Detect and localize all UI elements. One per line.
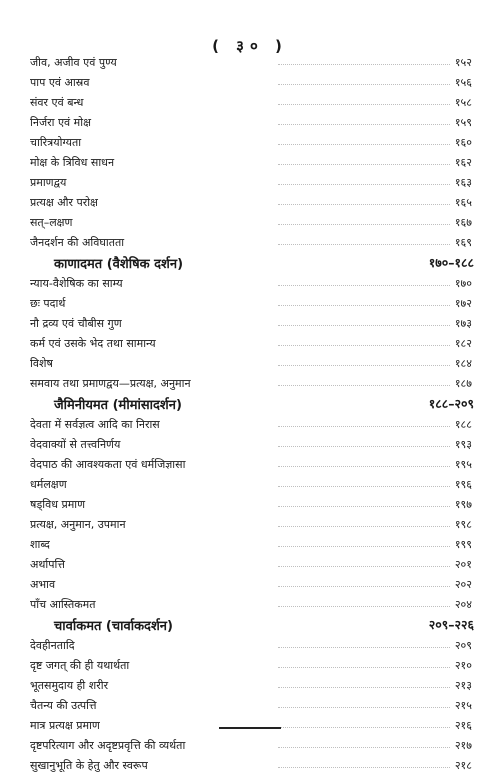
toc-entry — [28, 715, 474, 735]
toc-entry-page: १८७ — [451, 376, 474, 391]
toc-entry-title: न्याय-वैशेषिक का साम्य — [28, 276, 127, 291]
toc-entry — [28, 72, 474, 92]
toc-entry-title: प्रत्यक्ष, अनुमान, उपमान — [28, 517, 130, 532]
toc-entry — [28, 232, 474, 252]
toc-entry-page: १७२ — [451, 296, 474, 311]
toc-entry-title: जीव, अजीव एवं पुण्य — [28, 55, 121, 70]
toc-entry-page: १८२ — [451, 336, 474, 351]
toc-entry — [28, 655, 474, 675]
toc-entry — [28, 92, 474, 112]
toc-entry-page: १५२ — [451, 55, 474, 70]
toc-entry-title: षड्विध प्रमाण — [28, 497, 89, 512]
toc-entry-page: १८४ — [451, 356, 474, 371]
toc-entry-page: १९९ — [451, 537, 474, 552]
toc-entry-page: १६३ — [451, 175, 474, 190]
toc-entry — [28, 755, 474, 775]
toc-entry-page: २१० — [451, 658, 474, 673]
toc-entry-page: १९७ — [451, 497, 474, 512]
toc-entry-title: दृष्ट जगत् की ही यथार्थता — [28, 658, 133, 673]
toc-entry-page: १७३ — [451, 316, 474, 331]
toc-entry-title: नौ द्रव्य एवं चौबीस गुण — [28, 316, 126, 331]
toc-entry — [28, 434, 474, 454]
bottom-rule — [219, 727, 281, 729]
toc-entry-page: १६९ — [451, 235, 474, 250]
toc-entry — [28, 454, 474, 474]
toc-entry — [28, 353, 474, 373]
toc-entry-page: २०२ — [451, 577, 474, 592]
toc-entry-page: १५८ — [451, 95, 474, 110]
toc-entry-title: छः पदार्थ — [28, 296, 69, 311]
toc-entry-title: अभाव — [28, 577, 59, 592]
toc-entry-page: २१५ — [451, 698, 474, 713]
table-of-contents — [28, 52, 474, 775]
toc-section-heading — [28, 393, 474, 414]
page-number: ( ३० ) — [212, 37, 288, 55]
toc-entry-title: पाप एवं आस्रव — [28, 75, 93, 90]
toc-entry-page: १७० — [451, 276, 474, 291]
toc-entry-page: १५९ — [451, 115, 474, 130]
toc-entry — [28, 514, 474, 534]
toc-entry-title: संवर एवं बन्ध — [28, 95, 87, 110]
toc-entry-title: पाँच आस्तिकमत — [28, 597, 100, 612]
toc-entry-title: वेदवाक्यों से तत्त्वनिर्णय — [28, 437, 124, 452]
toc-entry-page: १६५ — [451, 195, 474, 210]
toc-entry-title: धर्मलक्षण — [28, 477, 71, 492]
toc-entry-page: १६७ — [451, 215, 474, 230]
toc-entry — [28, 534, 474, 554]
toc-entry-title: समवाय तथा प्रमाणद्वय—प्रत्यक्ष, अनुमान — [28, 376, 195, 391]
toc-entry — [28, 675, 474, 695]
toc-entry-page: १९५ — [451, 457, 474, 472]
toc-entry-page: १९८ — [451, 517, 474, 532]
toc-entry-title: निर्जरा एवं मोक्ष — [28, 115, 95, 130]
toc-entry-title: अर्थापत्ति — [28, 557, 69, 572]
toc-entry-title: भूतसमुदाय ही शरीर — [28, 678, 112, 693]
toc-entry — [28, 735, 474, 755]
toc-entry-page: १९३ — [451, 437, 474, 452]
toc-entry-title: वेदपाठ की आवश्यकता एवं धर्मजिज्ञासा — [28, 457, 189, 472]
toc-entry — [28, 212, 474, 232]
toc-entry — [28, 112, 474, 132]
toc-entry-title: चैतन्य की उत्पत्ति — [28, 698, 101, 713]
toc-section-page-range: १७०–१८८ — [428, 255, 474, 270]
toc-entry-page: २०९ — [451, 638, 474, 653]
toc-section-heading — [28, 252, 474, 273]
toc-entry-title: चारित्रयोग्यता — [28, 135, 85, 150]
toc-section-title: जैमिनीयमत (मीमांसादर्शन) — [54, 397, 182, 413]
toc-entry — [28, 313, 474, 333]
toc-entry-page: २१३ — [451, 678, 474, 693]
toc-entry — [28, 594, 474, 614]
toc-entry-title: शाब्द — [28, 537, 54, 552]
toc-entry — [28, 695, 474, 715]
toc-entry-page: १९६ — [451, 477, 474, 492]
toc-entry — [28, 273, 474, 293]
toc-entry-page: १५६ — [451, 75, 474, 90]
toc-entry-page: २१६ — [451, 718, 474, 733]
toc-entry-title: सत्–लक्षण — [28, 215, 77, 230]
toc-entry — [28, 192, 474, 212]
toc-entry — [28, 635, 474, 655]
toc-entry — [28, 52, 474, 72]
toc-entry — [28, 474, 474, 494]
toc-entry-title: प्रत्यक्ष और परोक्ष — [28, 195, 102, 210]
toc-entry — [28, 494, 474, 514]
toc-entry-title: कर्म एवं उसके भेद तथा सामान्य — [28, 336, 160, 351]
toc-entry-title: प्रमाणद्वय — [28, 175, 70, 190]
toc-section-title: काणादमत (वैशेषिक दर्शन) — [54, 256, 184, 272]
toc-entry — [28, 373, 474, 393]
toc-entry-title: मात्र प्रत्यक्ष प्रमाण — [28, 718, 104, 733]
toc-entry-title: मोक्ष के त्रिविध साधन — [28, 155, 118, 170]
toc-entry-title: देवहीनतादि — [28, 638, 79, 653]
toc-entry-page: २१८ — [451, 758, 474, 773]
toc-entry-title: जैनदर्शन की अविघातता — [28, 235, 128, 250]
toc-entry — [28, 414, 474, 434]
toc-entry-title: देवता में सर्वज्ञत्व आदि का निरास — [28, 417, 164, 432]
toc-entry-page: १६० — [451, 135, 474, 150]
toc-entry — [28, 554, 474, 574]
toc-entry — [28, 333, 474, 353]
toc-entry-title: सुखानुभूति के हेतु और स्वरूप — [28, 758, 152, 773]
toc-entry-title: विशेष — [28, 356, 57, 371]
toc-entry — [28, 293, 474, 313]
toc-section-title: चार्वाकमत (चार्वाकदर्शन) — [54, 618, 173, 634]
toc-entry-page: २१७ — [451, 738, 474, 753]
toc-section-heading — [28, 614, 474, 635]
toc-entry — [28, 152, 474, 172]
toc-entry-title: दृष्टपरित्याग और अदृष्टप्रवृत्ति की व्यर्थता — [28, 738, 189, 753]
toc-entry-page: २०४ — [451, 597, 474, 612]
toc-entry-page: १८८ — [451, 417, 474, 432]
toc-entry-page: २०१ — [451, 557, 474, 572]
toc-section-page-range: १८८–२०९ — [428, 396, 474, 411]
toc-section-page-range: २०९–२२६ — [428, 617, 474, 632]
toc-entry — [28, 132, 474, 152]
toc-entry — [28, 172, 474, 192]
toc-entry — [28, 574, 474, 594]
toc-entry-page: १६२ — [451, 155, 474, 170]
